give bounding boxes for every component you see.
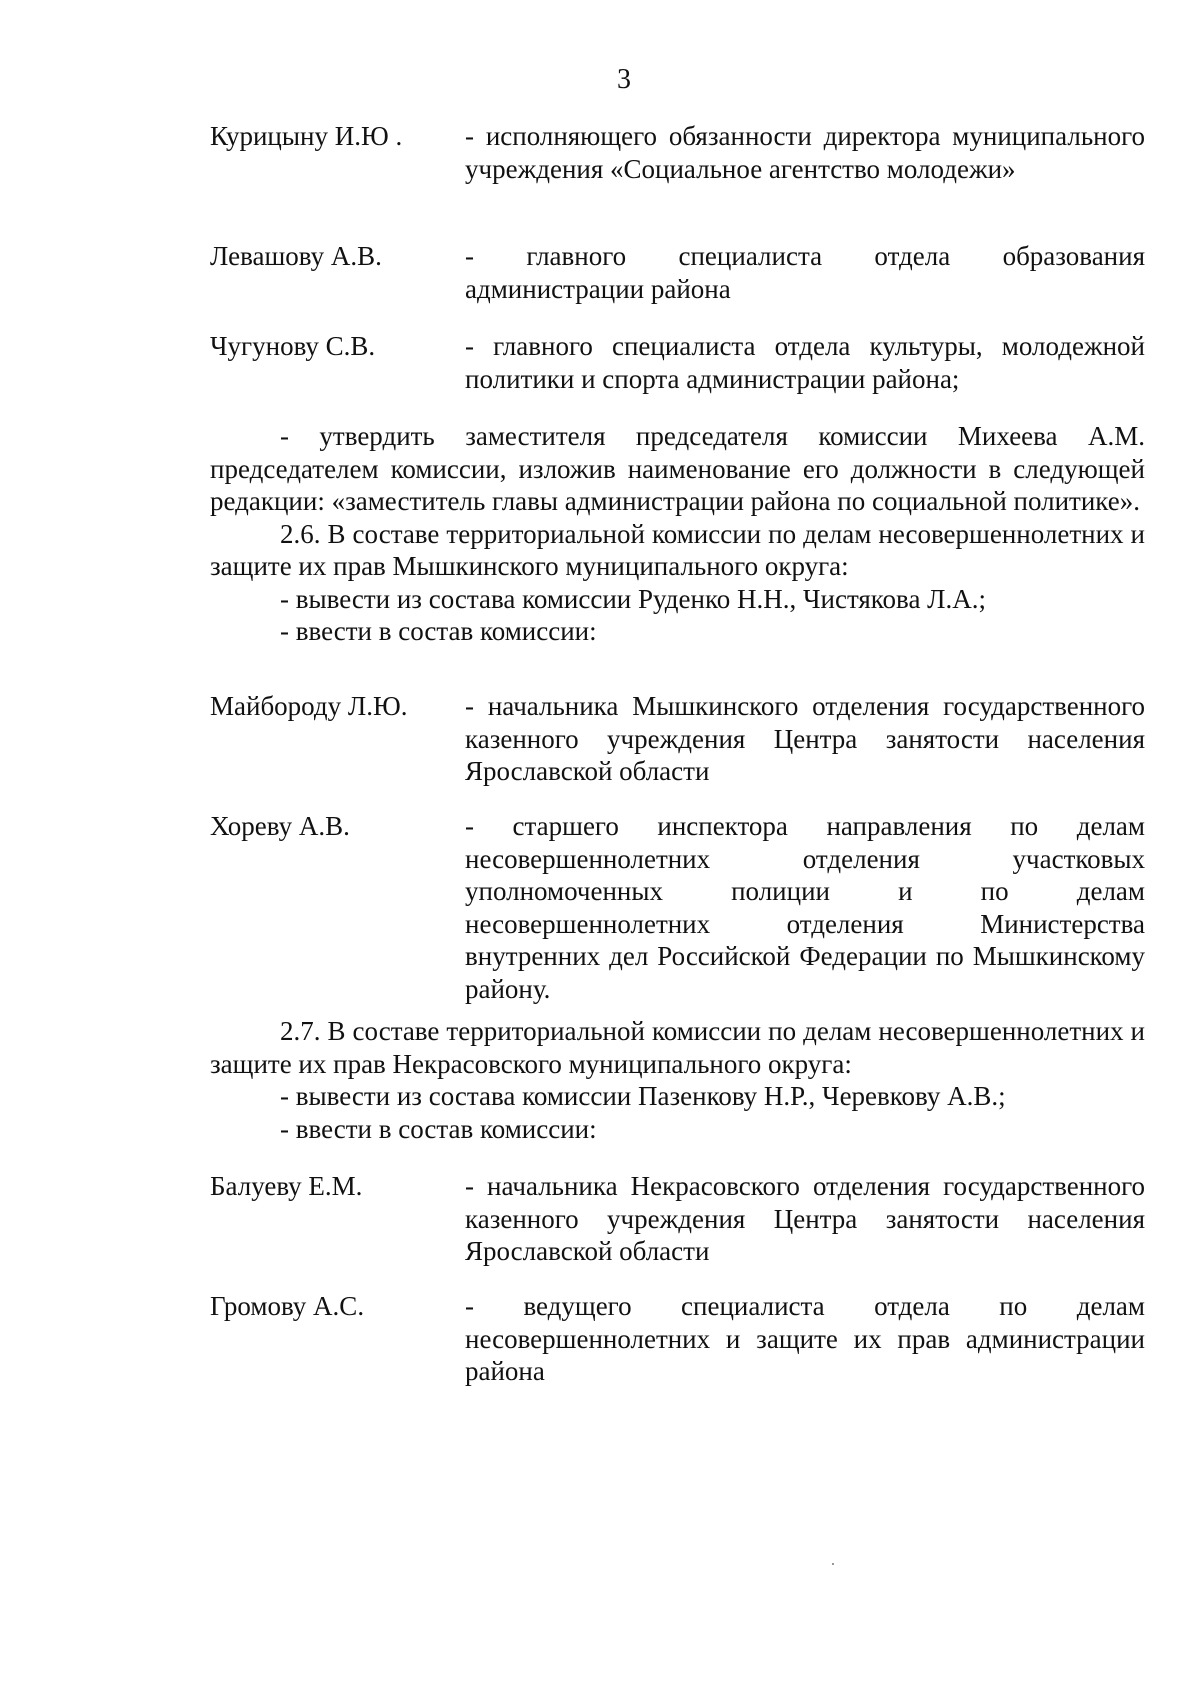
paragraph-2-7-remove: - вывести из состава комиссии Пазенкову Н.Р., Черевкову А.В.; xyxy=(280,1081,1006,1111)
member-name: Балуеву Е.М. xyxy=(210,1171,363,1201)
member-entry xyxy=(210,690,1145,788)
member-position: - главного специалиста отдела образования администрации района xyxy=(465,241,1145,304)
member-position: - начальника Некрасовского отделения государственного казенного учреждения Центра занятости населения Ярославской области xyxy=(465,1171,1145,1266)
paragraph-2-7: 2.7. В составе территориальной комиссии по делам несовершеннолетних и защите их прав Некрасовского муниципального округа: xyxy=(210,1016,1145,1079)
member-position: - исполняющего обязанности директора муниципального учреждения «Социальное агентство молодежи» xyxy=(465,121,1145,184)
paragraph-approve-chairman: - утвердить заместителя председателя комиссии Михеева А.М. председателем комиссии, изложив наименование его должности в следующей редакции: «заместитель главы администрации района по социальной политике». xyxy=(210,421,1145,516)
member-position: - ведущего специалиста отдела по делам несовершеннолетних и защите их прав администрации района xyxy=(465,1291,1145,1386)
paragraph-2-6-add: - ввести в состав комиссии: xyxy=(280,616,597,646)
member-name: Громову А.С. xyxy=(210,1291,365,1321)
member-entry xyxy=(210,240,1145,305)
member-entry xyxy=(210,120,1145,185)
member-entry xyxy=(210,1290,1145,1388)
member-position: - начальника Мышкинского отделения государственного казенного учреждения Центра занятости населения Ярославской области xyxy=(465,691,1145,786)
member-entry xyxy=(210,330,1145,395)
paragraph-2-6: 2.6. В составе территориальной комиссии по делам несовершеннолетних и защите их прав Мышкинского муниципального округа: xyxy=(210,518,1145,581)
page-number: 3 xyxy=(617,64,631,95)
member-name: Левашову А.В. xyxy=(210,241,382,271)
paragraph-2-6-remove: - вывести из состава комиссии Руденко Н.Н., Чистякова Л.А.; xyxy=(280,583,986,614)
member-name: Чугунову С.В. xyxy=(210,331,376,361)
member-name: Хореву А.В. xyxy=(210,811,350,841)
member-position: - старшего инспектора направления по делам несовершеннолетних отделения участковых уполномоченных полиции и по делам несовершеннолетних отделения Министерства внутренних дел Российской Федерации по Мышкинскому району. xyxy=(465,811,1145,1004)
paragraph-2-7-add: - ввести в состав комиссии: xyxy=(280,1113,597,1144)
paragraph-block-2-7 xyxy=(210,1015,1145,1145)
paragraph-block-2-6 xyxy=(210,420,1145,648)
member-name: Курицыну И.Ю . xyxy=(210,121,403,151)
scan-speck xyxy=(832,1563,834,1565)
member-position: - главного специалиста отдела культуры, молодежной политики и спорта администрации района; xyxy=(465,331,1145,394)
member-entry xyxy=(210,1170,1145,1268)
member-entry xyxy=(210,810,1145,1005)
member-name: Майбороду Л.Ю. xyxy=(210,691,408,721)
